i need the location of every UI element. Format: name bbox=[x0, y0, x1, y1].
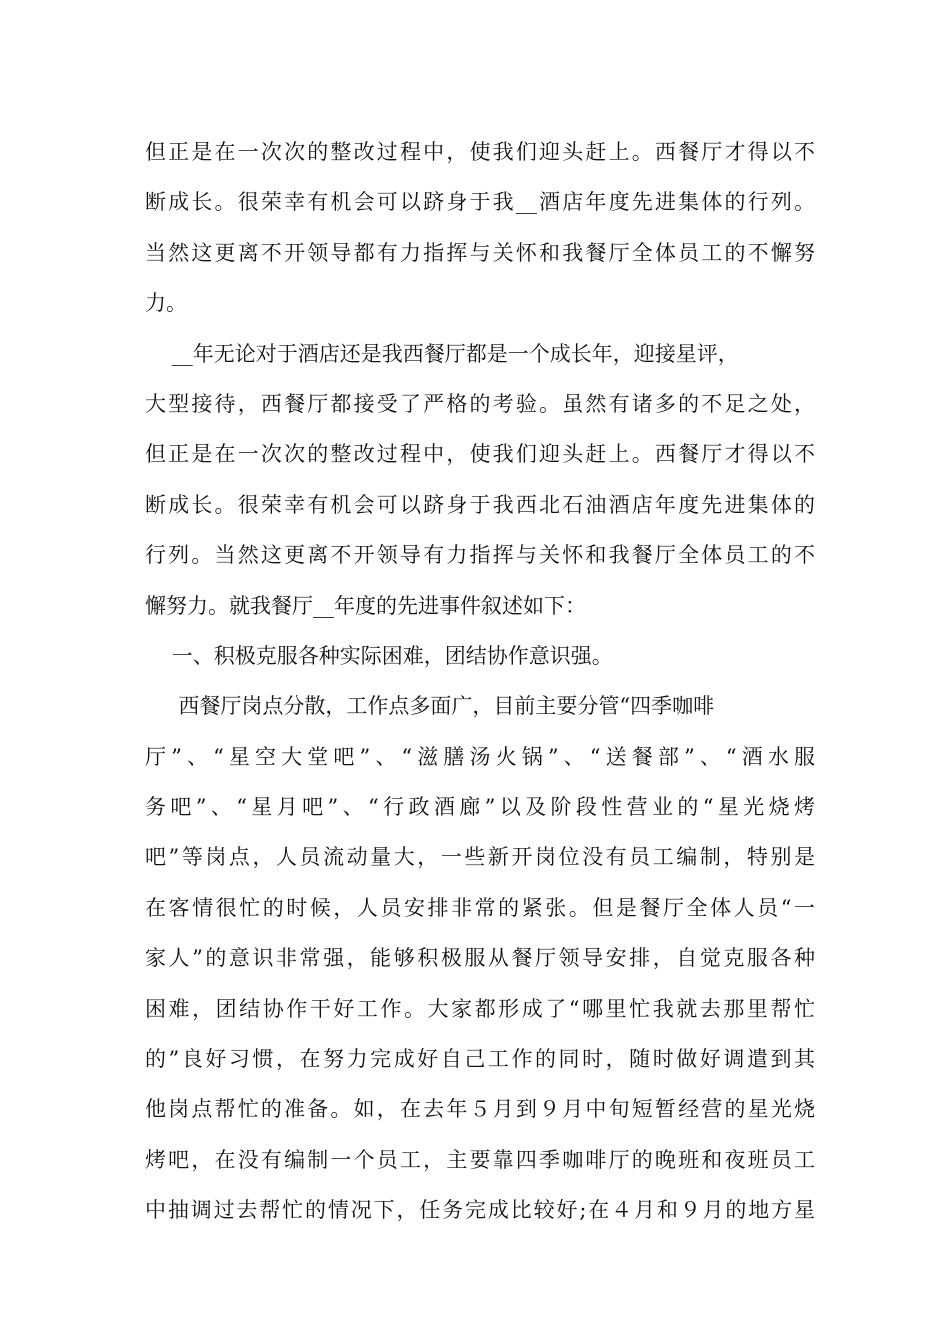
text-line: 断成长。很荣幸有机会可以跻身于我西北石油酒店年度先进集体的 bbox=[145, 492, 815, 517]
text-line: 烤吧，在没有编制一个员工，主要靠四季咖啡厅的晚班和夜班员工 bbox=[145, 1147, 815, 1172]
text-line: 困难，团结协作干好工作。大家都形成了“哪里忙我就去那里帮忙 bbox=[145, 996, 815, 1021]
text-line: 的”良好习惯，在努力完成好自己工作的同时，随时做好调遣到其 bbox=[145, 1047, 815, 1072]
text-line: 懈努力。就我餐厅__年度的先进事件叙述如下： bbox=[145, 593, 586, 618]
text-line: 但正是在一次次的整改过程中，使我们迎头赶上。西餐厅才得以不 bbox=[145, 140, 815, 164]
text-line: 当然这更离不开领导都有力指挥与关怀和我餐厅全体员工的不懈努 bbox=[145, 240, 815, 265]
text-line: 大型接待，西餐厅都接受了严格的考验。虽然有诸多的不足之处， bbox=[145, 391, 815, 416]
text-line: 在客情很忙的时候，人员安排非常的紧张。但是餐厅全体人员“一 bbox=[145, 895, 815, 920]
text-line: 吧”等岗点，人员流动量大，一些新开岗位没有员工编制，特别是 bbox=[145, 845, 815, 870]
text-line: 但正是在一次次的整改过程中，使我们迎头赶上。西餐厅才得以不 bbox=[145, 442, 815, 467]
text-line: 厅”、“星空大堂吧”、“滋膳汤火锅”、“送餐部”、“酒水服 bbox=[145, 744, 815, 769]
text-line: 西餐厅岗点分散，工作点多面广，目前主要分管“四季咖啡 bbox=[145, 694, 715, 719]
text-line: __年无论对于酒店还是我西餐厅都是一个成长年，迎接星评， bbox=[145, 341, 739, 366]
text-line: 中抽调过去帮忙的情况下，任务完成比较好;在４月和９月的地方星 bbox=[145, 1198, 815, 1223]
document-body bbox=[145, 127, 815, 1236]
text-line: 务吧”、“星月吧”、“行政酒廊”以及阶段性营业的“星光烧烤 bbox=[145, 795, 815, 820]
text-line: 行列。当然这更离不开领导有力指挥与关怀和我餐厅全体员工的不 bbox=[145, 543, 815, 568]
text-line: 断成长。很荣幸有机会可以跻身于我__酒店年度先进集体的行列。 bbox=[145, 190, 815, 215]
text-line: 他岗点帮忙的准备。如，在去年５月到９月中旬短暂经营的星光烧 bbox=[145, 1097, 815, 1122]
section-heading: 一、积极克服各种实际困难，团结协作意识强。 bbox=[145, 643, 613, 668]
text-line: 力。 bbox=[145, 291, 187, 316]
text-line: 家人”的意识非常强，能够积极服从餐厅领导安排，自觉克服各种 bbox=[145, 946, 815, 971]
